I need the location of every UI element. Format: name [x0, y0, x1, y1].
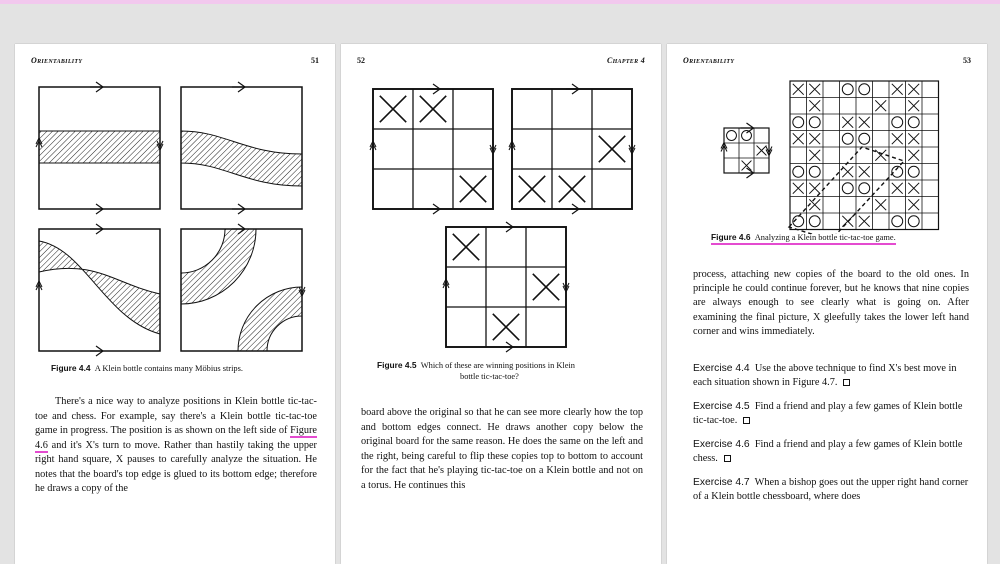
x-mark: [875, 150, 886, 161]
x-mark: [908, 199, 919, 210]
o-mark: [908, 117, 919, 128]
x-mark: [519, 176, 545, 202]
body-text: There's a nice way to analyze positions in Klein bottle tic-tac-toe and chess. For example, say there's a Klein bottle tic-tac-toe game in progress. The position is as shown on the left side of Figure 4.6 and it's X's turn to move. Rather than hastily taking the upper right hand square, X pauses to carefully analyze the situation. He notes that the board's top edge is glued to its bottom edge; therefore he draws a copy of the: [35, 396, 317, 494]
x-mark: [559, 176, 585, 202]
figure-4-6: [667, 44, 987, 234]
o-mark: [793, 117, 804, 128]
original-board: [721, 123, 772, 178]
o-mark: [892, 117, 903, 128]
page-number: 52: [357, 56, 365, 65]
figure-4-4-caption: Figure 4.4 A Klein bottle contains many Möbius strips.: [51, 363, 243, 373]
x-mark: [859, 166, 870, 177]
page-number: 53: [963, 56, 971, 65]
x-mark: [793, 133, 804, 144]
top-accent-bar: [0, 0, 1000, 4]
x-mark: [599, 136, 625, 162]
x-mark: [809, 199, 820, 210]
x-mark: [842, 117, 853, 128]
x-mark: [908, 133, 919, 144]
x-mark: [908, 100, 919, 111]
figure-4-4: [15, 44, 335, 374]
o-mark: [842, 84, 853, 95]
figure-4-5: [341, 44, 661, 354]
body-text: board above the original so that he can see more clearly how the top and bottom edges connect. He draws another copy below the original board for the same reason. He does the same on the left and the right, being careful to flip these copies top to bottom to account for the fact that he's playing tic-tac-toe on a Klein bottle and not on a torus. He continues this: [361, 407, 643, 491]
running-head: Orientability: [31, 56, 83, 65]
x-mark: [493, 314, 519, 340]
x-mark: [809, 84, 820, 95]
mobius-panel-4: [181, 224, 305, 351]
x-mark: [859, 117, 870, 128]
tiled-board: [790, 81, 939, 230]
x-mark: [453, 234, 479, 260]
x-mark: [809, 133, 820, 144]
o-mark: [859, 84, 870, 95]
x-mark: [892, 183, 903, 194]
page-53: [667, 44, 987, 564]
mobius-panel-2: [181, 82, 302, 214]
o-mark: [908, 216, 919, 227]
o-mark: [892, 216, 903, 227]
x-mark: [460, 176, 486, 202]
x-mark: [809, 150, 820, 161]
tictactoe-board-2: [509, 84, 635, 214]
x-mark: [809, 183, 820, 194]
x-mark: [908, 183, 919, 194]
figure-4-6-caption: Figure 4.6 Analyzing a Klein bottle tic-tac-toe game.: [711, 232, 896, 243]
x-mark: [908, 84, 919, 95]
running-head: Chapter 4: [606, 56, 645, 65]
exercise-4-7: Exercise 4.7 When a bishop goes out the upper right hand corner of a Klein bottle chessboard, where does: [693, 477, 969, 502]
tictactoe-board-1: [370, 84, 496, 214]
x-mark: [742, 161, 752, 171]
o-mark: [842, 183, 853, 194]
o-mark: [908, 166, 919, 177]
o-mark: [859, 183, 870, 194]
exercise-4-6: Exercise 4.6 Find a friend and play a few games of Klein bottle chess.: [693, 439, 963, 464]
o-mark: [809, 117, 820, 128]
x-mark: [757, 146, 767, 156]
o-mark: [793, 166, 804, 177]
mobius-panel-3: [36, 224, 160, 356]
o-mark: [727, 131, 737, 141]
x-mark: [793, 183, 804, 194]
o-mark: [842, 133, 853, 144]
x-mark: [420, 96, 446, 122]
o-mark: [809, 216, 820, 227]
o-mark: [742, 131, 752, 141]
x-mark: [533, 274, 559, 300]
o-mark: [809, 166, 820, 177]
mobius-panel-1: [36, 82, 163, 214]
x-mark: [793, 84, 804, 95]
exercise-4-5: Exercise 4.5 Find a friend and play a few games of Klein bottle tic-tac-toe.: [693, 401, 963, 426]
x-mark: [859, 216, 870, 227]
figure-4-5-caption: Figure 4.5 Which of these are winning positions in Klein bottle tic-tac-toe?: [377, 360, 575, 381]
page-52: [341, 44, 661, 564]
x-mark: [380, 96, 406, 122]
x-mark: [809, 100, 820, 111]
x-mark: [892, 133, 903, 144]
x-mark: [842, 166, 853, 177]
figure-4-6-link[interactable]: Figure 4.6: [35, 425, 317, 451]
x-mark: [875, 199, 886, 210]
x-mark: [875, 100, 886, 111]
tictactoe-board-3: [443, 222, 569, 352]
body-text: process, attaching new copies of the board to the old ones. In principle he could continue forever, but he knows that nine copies are always enough to see clearly what is going on. After examining the final picture, X gleefully takes the lower left hand corner and wins immediately.: [693, 269, 969, 337]
x-mark: [892, 84, 903, 95]
o-mark: [859, 133, 870, 144]
x-mark: [908, 150, 919, 161]
exercise-4-4: Exercise 4.4 Use the above technique to find X's best move in each situation shown in Figure 4.7.: [693, 363, 957, 388]
page-51: [15, 44, 335, 564]
running-head: Orientability: [683, 56, 735, 65]
page-number: 51: [311, 56, 319, 65]
